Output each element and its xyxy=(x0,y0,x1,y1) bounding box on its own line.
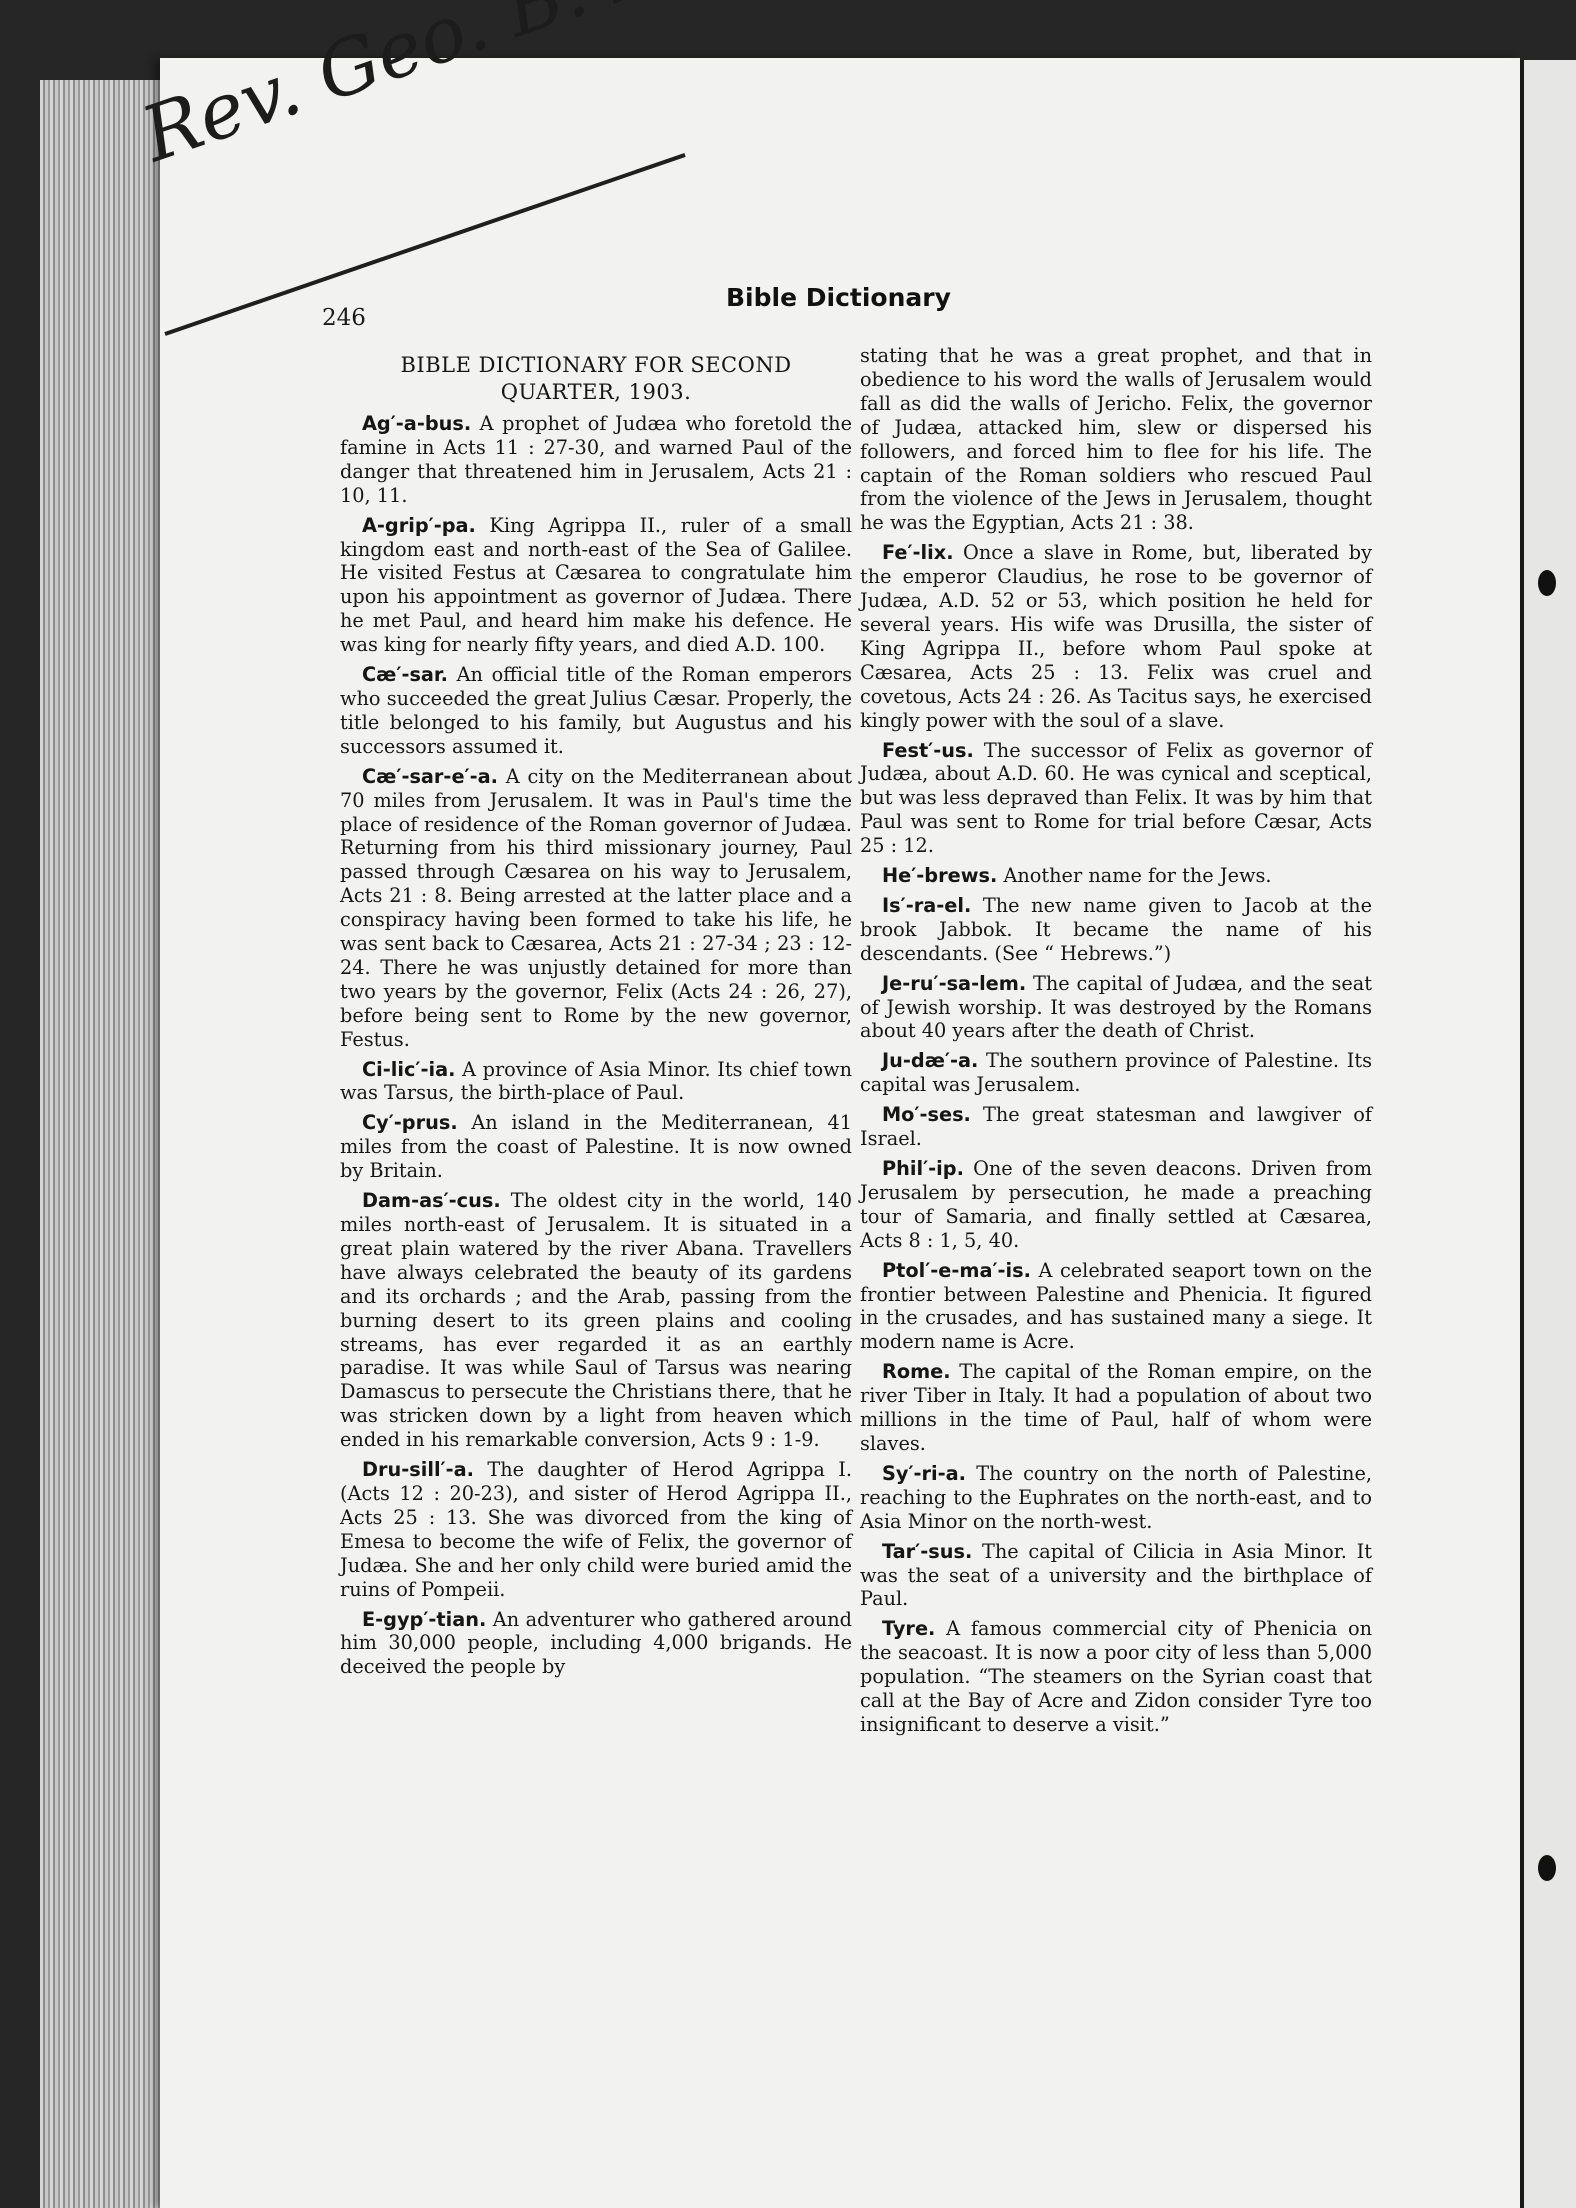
entry-definition: stating that he was a great prophet, and that in obedience to his word the walls of Jerusalem would fall as did the walls of Jericho. Felix, the governor of Judæa, attacked him, slew or dispersed his followers, and forced him to flee for his life. The captain of the Roman soldiers who rescued Paul from the violence of the Jews in Jerusalem, thought he was the Egyptian, Acts 21 : 38. xyxy=(860,344,1372,535)
entry-term: Je-ru′-sa-lem. xyxy=(882,971,1027,995)
dictionary-entry xyxy=(340,1189,852,1452)
entry-definition: The oldest city in the world, 140 miles north-east of Jerusalem. It is situated in a great plain watered by the river Abana. Travellers have always celebrated the beauty of its gardens and its orchards ; and the Arab, passing from the burning desert to its green plains and cooling streams, has ever regarded it as an earthly paradise. It was while Saul of Tarsus was nearing Damascus to persecute the Christians there, that he was stricken down by a light from heaven which ended in his remarkable conversion, Acts 9 : 1-9. xyxy=(340,1189,852,1452)
dictionary-entry xyxy=(860,972,1372,1044)
binding-hole xyxy=(1538,1855,1556,1881)
facing-page-edge xyxy=(1512,60,1576,2208)
entry-term: A-grip′-pa. xyxy=(362,513,476,537)
entry-term: Ci-lic′-ia. xyxy=(362,1057,456,1081)
entry-definition: The daughter of Herod Agrippa I. (Acts 12 : 20-23), and sister of Herod Agrippa II., Acts 25 : 13. She was divorced from the king of Emesa to become the wife of Felix, the governor of Judæa. She and her only child were buried amid the ruins of Pompeii. xyxy=(340,1458,852,1601)
entry-definition: The new name given to Jacob at the brook Jabbok. It became the name of his descendants. (See “ Hebrews.”) xyxy=(860,893,1372,965)
entry-term: Sy′-ri-a. xyxy=(882,1461,966,1485)
entry-definition: An island in the Mediterranean, 41 miles from the coast of Palestine. It is now owned by Britain. xyxy=(340,1111,852,1183)
section-title xyxy=(340,352,852,406)
entry-definition: The southern province of Palestine. Its capital was Jerusalem. xyxy=(860,1049,1372,1097)
entry-term: Dam-as′-cus. xyxy=(362,1189,501,1213)
entry-definition: Once a slave in Rome, but, liberated by the emperor Claudius, he rose to be governor of Judæa, A.D. 52 or 53, which position he held for several years. His wife was Drusilla, the sister of King Agrippa II., before whom Paul spoke at Cæsarea, Acts 25 : 13. Felix was cruel and covetous, Acts 24 : 26. As Tacitus says, he exercised kingly power with the soul of a slave. xyxy=(860,541,1372,732)
entry-definition: The successor of Felix as governor of Judæa, about A.D. 60. He was cynical and sceptical, but was less depraved than Felix. It was by him that Paul was sent to Rome for trial before Cæsar, Acts 25 : 12. xyxy=(860,738,1372,858)
section-title-line-2: QUARTER, 1903. xyxy=(500,380,692,404)
entry-definition: An official title of the Roman emperors who succeeded the great Julius Cæsar. Properly, the title belonged to his family, but Augustus and his successors assumed it. xyxy=(340,663,852,758)
dictionary-entry xyxy=(340,663,852,759)
dictionary-entry xyxy=(860,1540,1372,1612)
dictionary-entry xyxy=(340,1058,852,1106)
dictionary-entry xyxy=(860,894,1372,966)
dictionary-entry xyxy=(340,514,852,657)
entry-definition: The great statesman and lawgiver of Israel. xyxy=(860,1103,1372,1151)
entry-term: Fe′-lix. xyxy=(882,541,954,565)
entry-definition: Another name for the Jews. xyxy=(997,864,1272,888)
left-column xyxy=(340,352,852,1685)
entry-term: Dru-sill′-a. xyxy=(362,1458,474,1482)
entry-definition: The country on the north of Palestine, reaching to the Euphrates on the north-east, and to Asia Minor on the north-west. xyxy=(860,1461,1372,1533)
entry-definition: The capital of Judæa, and the seat of Jewish worship. It was destroyed by the Romans about 40 years after the death of Christ. xyxy=(860,971,1372,1043)
entry-definition: An adventurer who gathered around him 30,000 people, including 4,000 brigands. He deceived the people by xyxy=(340,1607,852,1679)
entry-term: Ju-dæ′-a. xyxy=(882,1049,979,1073)
entry-term: Ag′-a-bus. xyxy=(362,412,472,435)
entry-definition: A city on the Mediterranean about 70 miles from Jerusalem. It was in Paul's time the place of residence of the Roman governor of Judæa. Returning from his third missionary journey, Paul passed through Cæsarea on his way to Jerusalem, Acts 21 : 8. Being arrested at the latter place and a conspiracy having been formed to take his life, he was sent back to Cæsarea, Acts 21 : 27-34 ; 23 : 12-24. There he was unjustly detained for more than two years by the governor, Felix (Acts 24 : 26, 27), before being sent to Rome by the new governor, Festus. xyxy=(340,764,852,1051)
entry-term: Cy′-prus. xyxy=(362,1111,458,1135)
dictionary-entry xyxy=(860,1103,1372,1151)
entry-definition: A province of Asia Minor. Its chief town was Tarsus, the birth-place of Paul. xyxy=(340,1057,852,1105)
entry-term: Tyre. xyxy=(882,1617,936,1641)
entry-definition: A famous commercial city of Phenicia on the seacoast. It is now a poor city of less than 5,000 population. “The steamers on the Syrian coast that call at the Bay of Acre and Zidon consider Tyre too insignificant to deserve a visit.” xyxy=(860,1617,1372,1736)
entry-definition: King Agrippa II., ruler of a small kingdom east and north-east of the Sea of Galilee. He visited Festus at Cæsarea to congratulate him upon his appointment as governor of Judæa. There he met Paul, and heard him make his defence. He was king for nearly fifty years, and died A.D. 100. xyxy=(340,513,852,657)
handwritten-signature: Rev. Geo. xyxy=(131,0,500,179)
page-number: 246 xyxy=(322,305,366,331)
dictionary-entry xyxy=(860,739,1372,859)
dictionary-entry xyxy=(340,1458,852,1601)
dictionary-entry xyxy=(860,1049,1372,1097)
dictionary-entry xyxy=(860,344,1372,535)
right-column xyxy=(860,344,1372,1743)
entry-term: Fest′-us. xyxy=(882,738,974,762)
dictionary-entry xyxy=(340,765,852,1052)
entry-definition: The capital of Cilicia in Asia Minor. It was the seat of a university and the birthplace of Paul. xyxy=(860,1539,1372,1611)
entry-term: E-gyp′-tian. xyxy=(362,1607,487,1631)
dictionary-entry xyxy=(860,1617,1372,1737)
page-edges xyxy=(40,80,170,2208)
entry-term: Cæ′-sar-e′-a. xyxy=(362,764,498,788)
entry-term: Phil′-ip. xyxy=(882,1157,964,1180)
entry-definition: The capital of the Roman empire, on the river Tiber in Italy. It had a population of about two millions in the time of Paul, half of whom were slaves. xyxy=(860,1360,1372,1455)
entry-term: Is′-ra-el. xyxy=(882,893,972,917)
dictionary-entry xyxy=(860,1157,1372,1253)
entry-definition: A prophet of Judæa who foretold the famine in Acts 11 : 27-30, and warned Paul of the danger that threatened him in Jerusalem, Acts 21 : 10, 11. xyxy=(340,412,852,507)
dictionary-entry xyxy=(340,1608,852,1680)
entry-term: Ptol′-e-ma′-is. xyxy=(882,1258,1031,1282)
binding-hole xyxy=(1538,570,1556,596)
section-title-line-1: BIBLE DICTIONARY FOR SECOND xyxy=(400,353,792,377)
entry-term: Rome. xyxy=(882,1360,951,1384)
dictionary-entry xyxy=(340,412,852,508)
entry-term: Cæ′-sar. xyxy=(362,663,449,687)
dictionary-entry xyxy=(860,1360,1372,1456)
dictionary-entry xyxy=(860,1259,1372,1355)
entry-term: Tar′-sus. xyxy=(882,1539,973,1563)
dictionary-entry xyxy=(860,541,1372,732)
running-head: Bible Dictionary xyxy=(726,283,951,312)
entry-definition: One of the seven deacons. Driven from Jerusalem by persecution, he made a preaching tour of Samaria, and finally settled at Cæsarea, Acts 8 : 1, 5, 40. xyxy=(860,1157,1372,1252)
entry-definition: A celebrated seaport town on the frontier between Palestine and Phenicia. It figured in the crusades, and has sustained many a siege. It modern name is Acre. xyxy=(860,1258,1372,1354)
dictionary-entry xyxy=(340,1111,852,1183)
dictionary-entry xyxy=(860,864,1372,888)
entry-term: Mo′-ses. xyxy=(882,1103,971,1127)
dictionary-entry xyxy=(860,1462,1372,1534)
entry-term: He′-brews. xyxy=(882,864,998,888)
